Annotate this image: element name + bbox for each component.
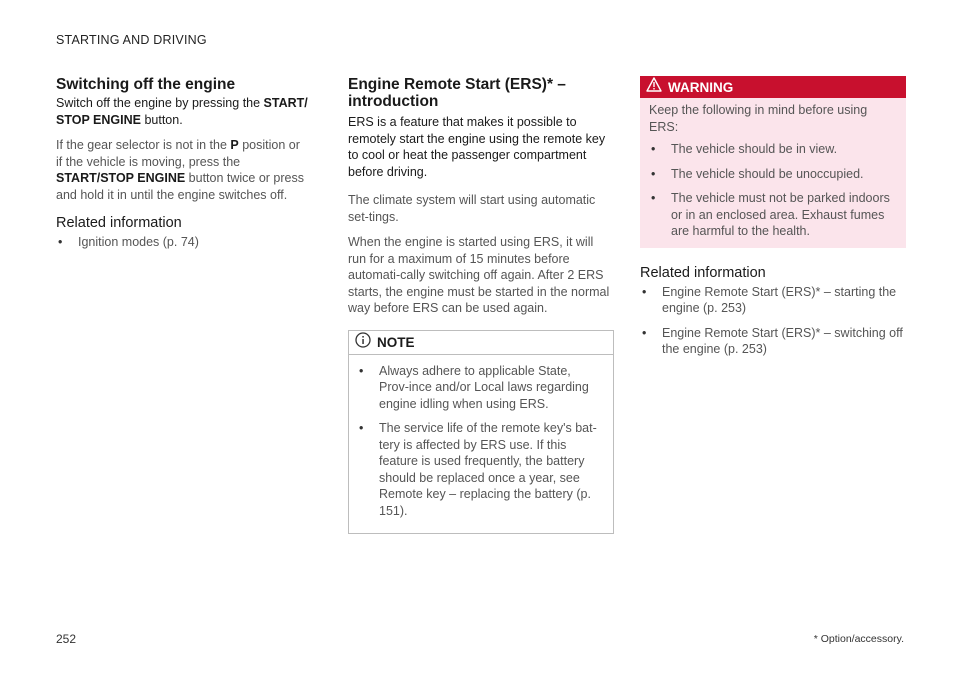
- section-header: STARTING AND DRIVING: [56, 33, 207, 47]
- note-body: [349, 355, 613, 534]
- page-number: 252: [56, 632, 77, 646]
- related-information-heading: Related information: [640, 264, 766, 281]
- column-warning: [640, 76, 906, 366]
- warning-item: • The vehicle should be in view.: [649, 141, 898, 158]
- related-link-ers-switching-off[interactable]: • Engine Remote Start (ERS)* – switching off the engine (p. 253): [640, 325, 906, 358]
- note-box: [348, 330, 614, 535]
- section-title: Engine Remote Start (ERS)* – introduction: [348, 76, 566, 110]
- lead-paragraph: ERS is a feature that makes it possible to remotely start the engine using the remote key to cool or heat the passenger compartment before driving.: [348, 115, 606, 179]
- warning-header: [640, 76, 906, 98]
- warning-intro: Keep the following in mind before using ERS:: [649, 103, 868, 134]
- warning-item: • The vehicle should be unoccupied.: [649, 166, 898, 183]
- related-list: [640, 284, 906, 358]
- related-information-heading: Related information: [56, 215, 182, 231]
- note-label: NOTE: [377, 334, 415, 350]
- related-link-ignition-modes[interactable]: • Ignition modes (p. 74): [56, 234, 308, 251]
- warning-label: WARNING: [668, 79, 734, 95]
- info-icon: [355, 332, 371, 353]
- warning-box: [640, 76, 906, 248]
- note-list: [357, 363, 603, 520]
- related-link-ers-starting[interactable]: • Engine Remote Start (ERS)* – starting the engine (p. 253): [640, 284, 906, 317]
- note-item: • The service life of the remote key's bat-tery is affected by ERS use. If this feature is used frequently, the battery should be replaced once a year, see Remote key – replacing the battery (p. 151).: [357, 420, 603, 519]
- column-ers-intro: [348, 76, 614, 534]
- related-list: [56, 234, 308, 251]
- note-header: [349, 331, 613, 355]
- warning-list: [649, 141, 898, 240]
- warning-body: [640, 98, 906, 248]
- body-paragraph: The climate system will start using automatic set-tings.: [348, 193, 596, 224]
- section-title: Switching off the engine: [56, 76, 236, 93]
- note-item: • Always adhere to applicable State, Prov-ince and/or Local laws regarding engine idling when using ERS.: [357, 363, 603, 413]
- footnote-option-accessory: * Option/accessory.: [813, 633, 904, 645]
- warning-item: • The vehicle must not be parked indoors or in an enclosed area. Exhaust fumes are harmful to the health.: [649, 190, 898, 240]
- body-paragraph: When the engine is started using ERS, it will run for a maximum of 15 minutes before automati-cally switching off again. After 2 ERS starts, the engine must be started in the normal way before ERS can be used again.: [348, 235, 610, 315]
- lead-paragraph: Switch off the engine by pressing the START/ STOP ENGINE button.: [56, 96, 308, 127]
- column-switching-off: [56, 76, 308, 259]
- warning-triangle-icon: [646, 77, 662, 97]
- body-paragraph: If the gear selector is not in the P position or if the vehicle is moving, press the START/STOP ENGINE button twice or press and hold it in until the engine switches off.: [56, 138, 304, 202]
